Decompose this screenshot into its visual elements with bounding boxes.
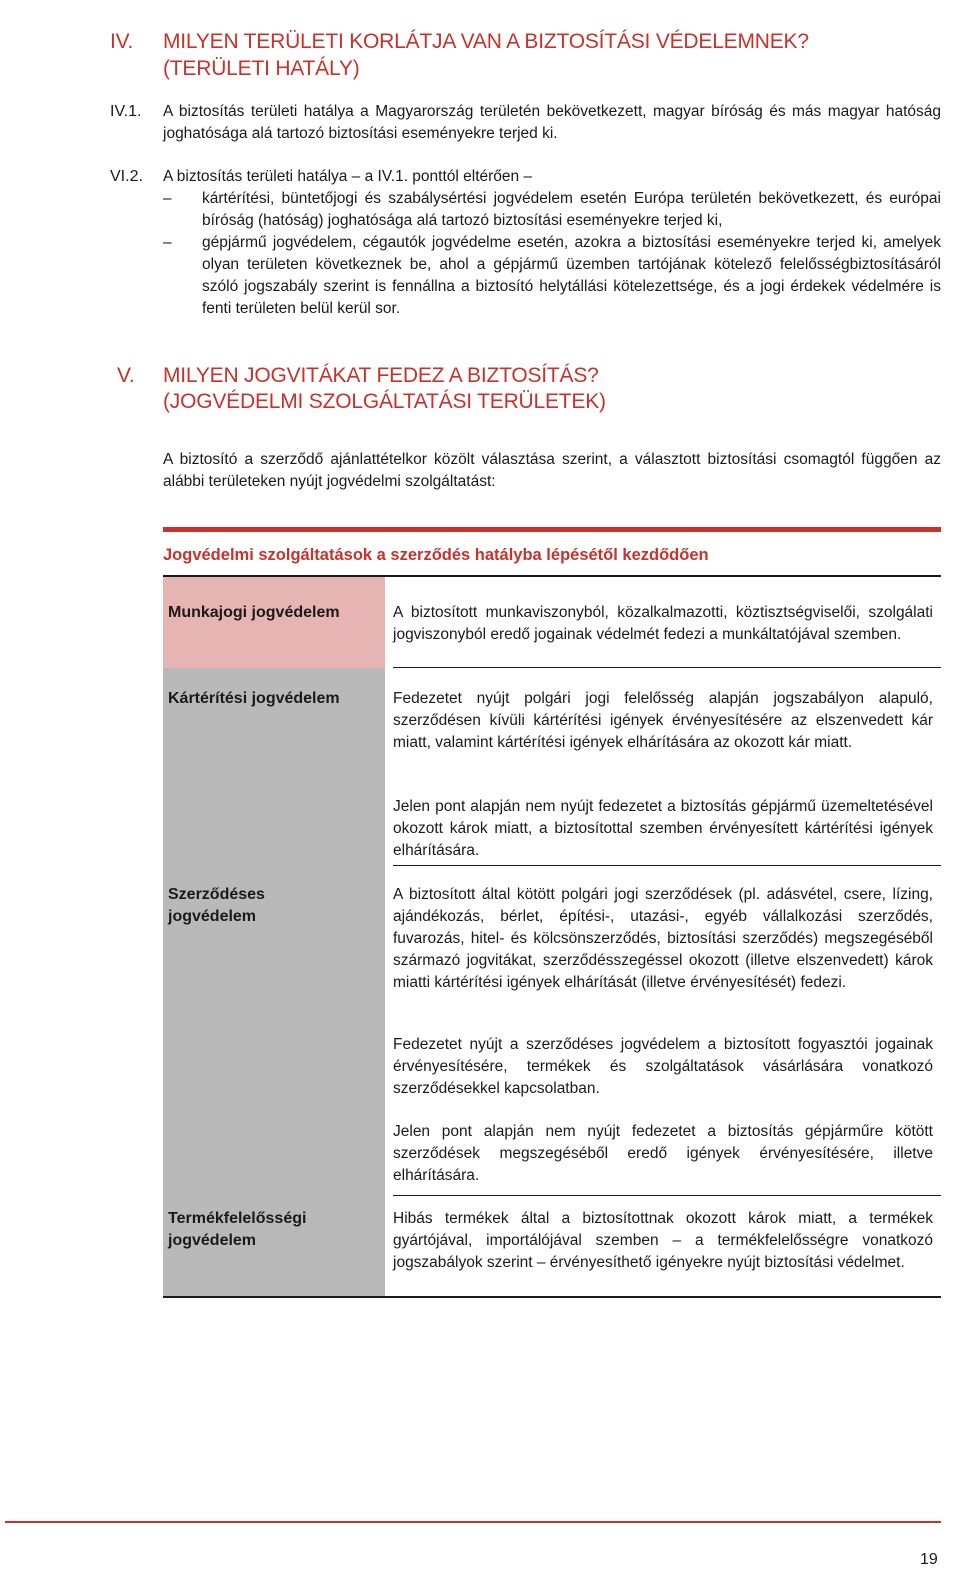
page-number: 19 [920,1551,938,1568]
item-number: IV.1. [110,103,142,120]
table-row-text: Jelen pont alapján nem nyújt fedezetet a biztosítás gépjármű üzemeltetésével okozott károk miatt, a biztosítottal szemben érvényesített kártérítési igények elhárítására. [393,798,933,859]
bullet-dash: – [163,234,172,251]
item-number: VI.2. [110,168,143,185]
table-row-divider [393,667,941,668]
table-subtitle: Jogvédelmi szolgáltatások a szerződés hatályba lépésétől kezdődően [163,546,709,564]
section-v-title-line1: MILYEN JOGVITÁKAT FEDEZ A BIZTOSÍTÁS? [163,364,599,387]
section-iv-number: IV. [110,30,134,53]
bullet-text: gépjármű jogvédelem, cégautók jogvédelme esetén, azokra a biztosítási eseményekre terjed ki, amelyek olyan területen következnek be, ahol a gépjármű üzemben tartójának kötelező felelősségbiztosításáról szóló jogszabály szerint is fennállna a biztosító helytállási kötelezettsége, és a jogi érdekek védelmére is fenti területen belül kerül sor. [202,234,941,317]
table-row-label: Szerződéses jogvédelem [168,886,265,925]
table-row-label: Munkajogi jogvédelem [168,604,340,621]
table-row-text: A biztosított munkaviszonyból, közalkalmazotti, köztisztségviselői, szolgálati jogviszonyból eredő jogainak védelmét fedezi a munkáltatójával szemben. [393,604,933,643]
footer-rule [5,1521,941,1523]
table-row-label: Kártérítési jogvédelem [168,690,340,707]
table-row-text: Fedezetet nyújt polgári jogi felelősség alapján jogszabályon alapuló, szerződésen kívüli kártérítési igények érvényesítésére az elszenvedett kár miatt, valamint kártérítési igények elhárítására az okozott kár miatt. [393,690,933,751]
table-row-text: Hibás termékek által a biztosítottnak okozott károk miatt, a termékek gyártójával, importálójával szemben – a termékfelelősségre vonatkozó jogszabályok szerint – érvényesíthető igényekre nyújt biztosítási védelmet. [393,1210,933,1271]
section-v-intro: A biztosító a szerződő ajánlattételkor közölt választása szerint, a választott biztosítási csomagtól függően az alábbi területeken nyújt jogvédelmi szolgáltatást: [163,451,941,490]
table-bottom-rule [163,1296,941,1298]
table-row-label: Termékfelelősségi jogvédelem [168,1210,307,1249]
table-row-divider [393,1195,941,1196]
item-text: A biztosítás területi hatálya a Magyarország területén bekövetkezett, magyar bíróság és más magyar hatóság joghatósága alá tartozó biztosítási eseményekre terjed ki. [163,103,941,142]
item-text: A biztosítás területi hatálya – a IV.1. ponttól eltérően – [163,168,533,185]
table-row-text: A biztosított által kötött polgári jogi szerződések (pl. adásvétel, csere, lízing, ajándékozás, bérlet, építési-, utazási-, egyéb vállalkozási szerződés, fuvarozás, hitel- és kölcsönszerződés, biztosítási szerződés) megszegéséből származó jogvitákat, szerződésszegéssel okozott (illetve elszenvedett) károk miatti kártérítési igények elhárítását (illetve érvényesítését) fedezi. [393,886,933,991]
bullet-dash: – [163,190,172,207]
bullet-text: kártérítési, büntetőjogi és szabálysértési jogvédelem esetén Európa területén bekövetkezett, és európai bíróság (hatóság) joghatósága alá tartozó biztosítási eseményekre terjed ki, [202,190,941,229]
section-iv-title: MILYEN TERÜLETI KORLÁTJA VAN A BIZTOSÍTÁSI VÉDELEMNEK? (TERÜLETI HATÁLY) [163,30,809,80]
table-row-text: Fedezetet nyújt a szerződéses jogvédelem a biztosított fogyasztói jogainak érvényesítésére, termékek és szolgáltatások vásárlására vonatkozó szerződésekkel kapcsolatban. [393,1036,933,1097]
section-v-number: V. [117,364,135,387]
table-row-text: Jelen pont alapján nem nyújt fedezetet a biztosítás gépjárműre kötött szerződések megszegéséből eredő igények érvényesítésére, illetve elhárítására. [393,1123,933,1184]
section-v-title-line2: (JOGVÉDELMI SZOLGÁLTATÁSI TERÜLETEK) [163,390,606,413]
table-row-divider [393,865,941,866]
table-top-rule [163,527,941,532]
